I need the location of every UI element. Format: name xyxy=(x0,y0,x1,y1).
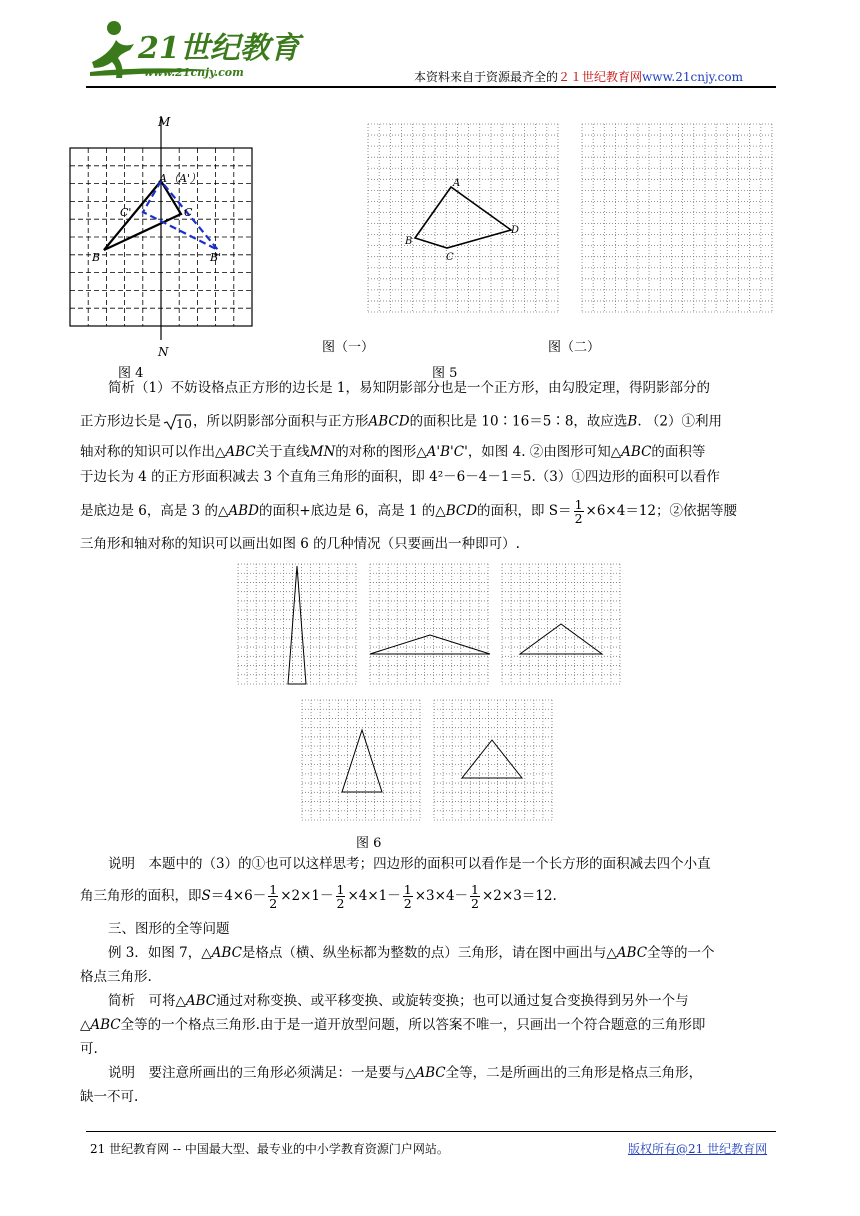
figure-6-panel-3 xyxy=(500,562,622,686)
svg-text:www.21cnjy.com: www.21cnjy.com xyxy=(144,66,244,79)
header-divider xyxy=(86,86,776,88)
figure-6-panel-1-grid xyxy=(238,564,356,684)
label-b: B xyxy=(92,251,101,264)
example-3-line-1: 例 3．如图 7，△ABC是格点（横、纵坐标都为整数的点）三角形，请在图中画出与△ABC全等的一个 xyxy=(108,945,715,961)
label-b-prime: B' xyxy=(210,251,222,264)
figure-5-caption: 图 5 xyxy=(432,366,458,381)
figure-4-caption: 图 4 xyxy=(118,366,144,381)
figure-6-panel-5 xyxy=(432,698,554,822)
label-m: M xyxy=(158,115,171,129)
svg-text:10: 10 xyxy=(176,416,192,431)
tri-small xyxy=(462,740,522,778)
figure-4 xyxy=(60,112,280,360)
header-note-prefix: 本资料来自于资源最齐全的 xyxy=(414,70,559,84)
logo-runner-icon xyxy=(82,14,300,84)
header-note-url: www.21cnjy.com xyxy=(642,70,743,84)
header-note xyxy=(414,68,743,85)
footer-divider xyxy=(86,1131,776,1132)
figure-6-panel-1 xyxy=(236,562,358,686)
analysis-3-line-2: △ABC全等的一个格点三角形.由于是一道开放型问题，所以答案不唯一，只画出一个符合题意的三角形即 xyxy=(80,1017,706,1033)
para-1-line-2: 正方形边长是 10 ，所以阴影部分面积与正方形ABCD的面积比是 10∶16＝5∶8，故应选B. （2）①利用 xyxy=(80,413,722,431)
section-3-heading: 三、图形的全等问题 xyxy=(108,921,230,937)
figure-5-one xyxy=(364,120,562,316)
label-a: A xyxy=(159,172,167,185)
figure-6-panel-5-grid xyxy=(434,700,552,820)
figure-5-sub-one: 图（一） xyxy=(322,340,375,355)
note-3-line-1: 说明 要注意所画出的三角形必须满足：一是要与△ABC全等，二是所画出的三角形是格点三角形， xyxy=(108,1065,703,1081)
header-logo xyxy=(82,14,300,84)
sqrt-10 xyxy=(163,413,191,431)
label-a: A xyxy=(453,178,461,189)
figure-6-panel-2-grid xyxy=(370,564,488,684)
label-n: N xyxy=(158,345,169,359)
label-c: C xyxy=(446,252,454,263)
figure-5-two xyxy=(578,120,776,316)
label-c-prime: C' xyxy=(120,206,132,219)
label-c: C xyxy=(184,206,193,219)
footer-copyright-link[interactable]: 版权所有@21 世纪教育网 xyxy=(628,1142,768,1156)
label-a-prime: （A'） xyxy=(168,172,201,185)
svg-text:21世纪教育: 21世纪教育 xyxy=(138,31,300,66)
figure-6-panel-4 xyxy=(300,698,422,822)
figure-5-one-grid xyxy=(368,124,558,312)
triangle-abc-prime xyxy=(143,181,218,250)
para-1-line-6: 三角形和轴对称的知识可以画出如图 6 的几种情况（只要画出一种即可）. xyxy=(80,536,520,552)
fraction-half: $\frac{1}{2}$ xyxy=(574,497,583,526)
para-1-line-1: 简析（1）不妨设格点正方形的边长是 1，易知阴影部分也是一个正方形，由勾股定理，得阴影部分的 xyxy=(108,380,710,396)
para-1-line-4: 于边长为 4 的正方形面积减去 3 个直角三角形的面积，即 4²－6－4－1＝5.（3）①四边形的面积可以看作 xyxy=(80,469,720,485)
label-d: D xyxy=(511,225,520,236)
figure-6-panel-4-grid xyxy=(302,700,420,820)
figure-6-caption: 图 6 xyxy=(356,836,382,851)
header-note-brand: ２１世纪教育网 xyxy=(558,70,643,84)
analysis-3-line-1: 简析 可将△ABC通过对称变换、或平移变换、或旋转变换；也可以通过复合变换得到另外一个与 xyxy=(108,993,689,1009)
tri-tall xyxy=(288,566,306,684)
figure-5-sub-two: 图（二） xyxy=(548,340,601,355)
figure-6-panel-2 xyxy=(368,562,490,686)
footer-left: 21 世纪教育网 -- 中国最大型、最专业的中小学教育资源门户网站。 xyxy=(90,1142,449,1156)
label-b: B xyxy=(405,236,413,247)
analysis-3-line-3: 可. xyxy=(80,1041,98,1057)
note-1-line-2: 角三角形的面积，即S＝4×6－ $\frac{1}{2}$ ×2×1－ $\frac{1}{2}$ ×4×1－ $\frac{1}{2}$ ×3×4－ $\frac{1}{2}$ ×2×3＝12. xyxy=(80,882,557,911)
figure-5-two-grid xyxy=(582,124,772,312)
example-3-line-2: 格点三角形. xyxy=(80,969,152,985)
quad-abcd xyxy=(415,187,511,248)
para-1-line-5: 是底边是 6，高是 3 的△ABD的面积+底边是 6，高是 1 的△BCD的面积，即 S＝ $\frac{1}{2}$ ×6×4＝12；②依据等腰 xyxy=(80,497,737,526)
para-1-line-3: 轴对称的知识可以作出△ABC关于直线MN的对称的图形△A'B'C'，如图 4. ②由图形可知△ABC的面积等 xyxy=(80,444,706,460)
note-1-line-1: 说明 本题中的（3）的①也可以这样思考；四边形的面积可以看作是一个长方形的面积减去四个小直 xyxy=(108,856,711,872)
note-3-line-2: 缺一不可. xyxy=(80,1089,139,1105)
